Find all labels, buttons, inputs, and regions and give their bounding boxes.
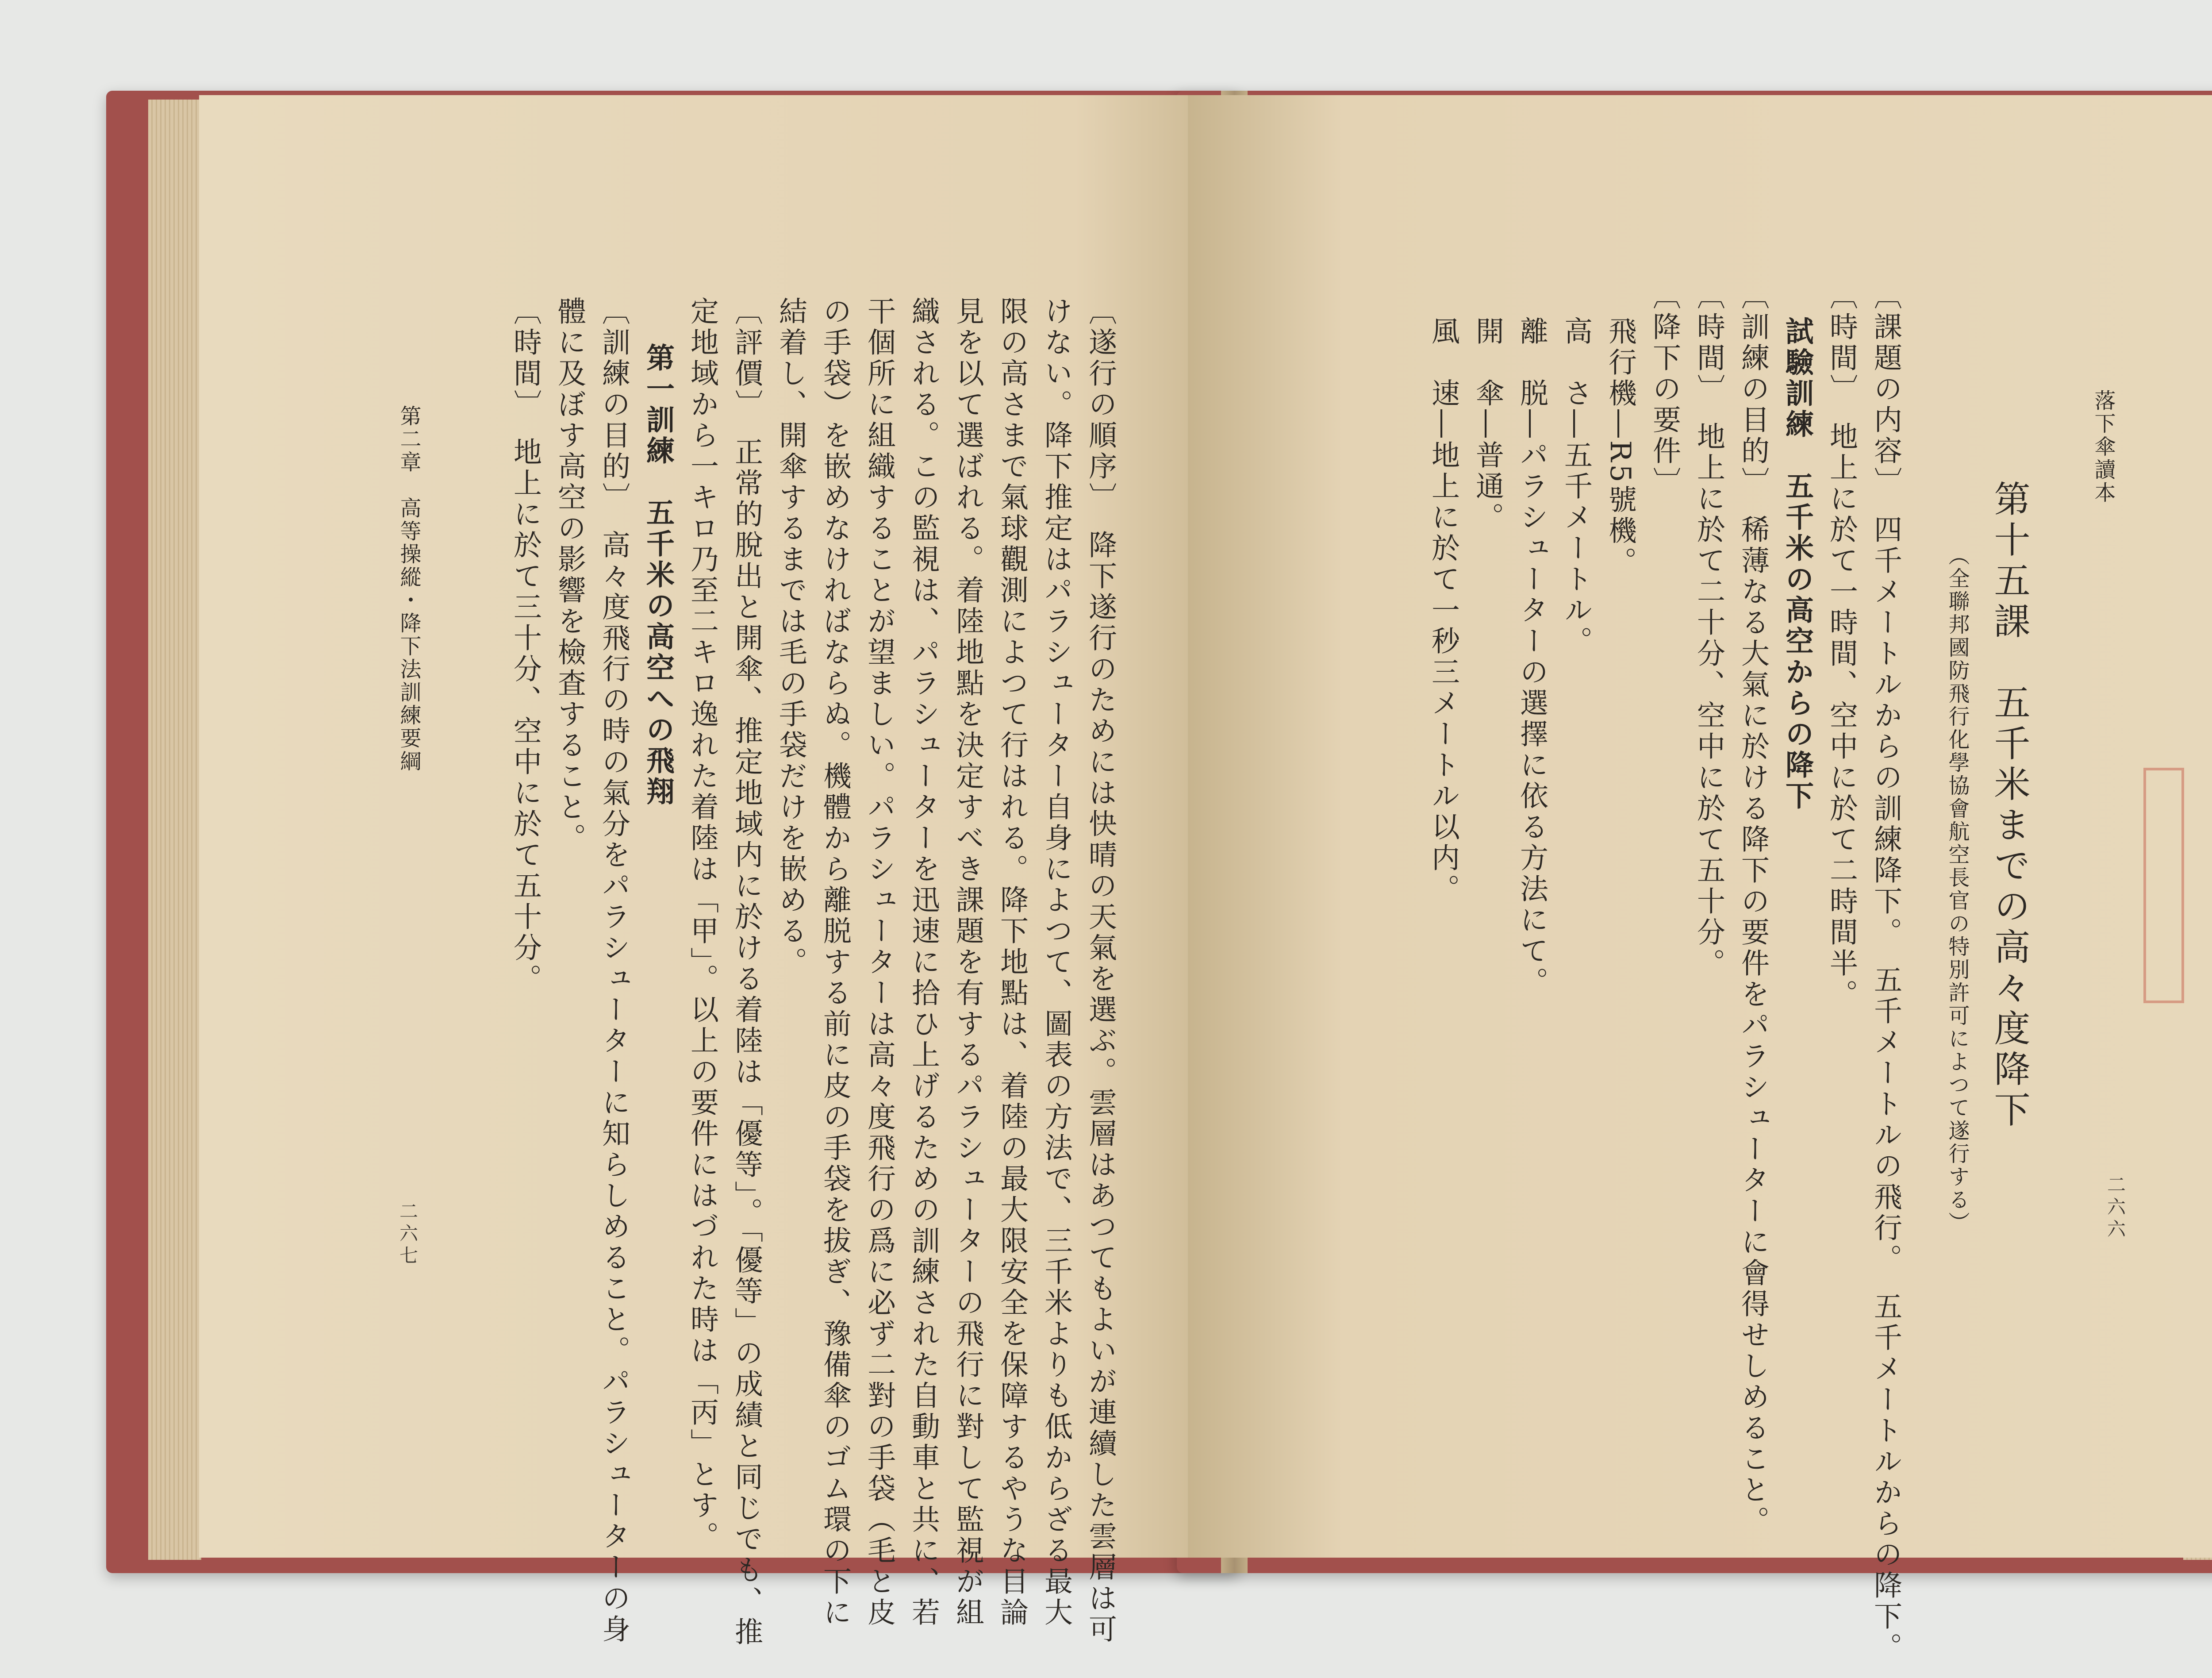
left-page-number: 二六七 bbox=[397, 1201, 419, 1268]
right-line-7: 飛行機―R5號機。 bbox=[1604, 316, 1636, 578]
left-line-2: けない。降下推定はパラシューター自身によつて、圖表の方法で、三千米よりも低からざる最大 bbox=[1040, 296, 1072, 1628]
left-line-3: 限の高さまで氣球觀測によつて行はれる。降下地點は、着陸の最大限安全を保障するやうな目論 bbox=[995, 296, 1028, 1628]
left-line-6: 干個所に組織することが望ましい。パラシューターは高々度飛行の爲に必ず二對の手袋（毛と皮 bbox=[863, 296, 895, 1628]
left-line-5: 織される。この監視は、パラシューターを迅速に拾ひ上げるための訓練された自動車と共に、若 bbox=[907, 296, 940, 1628]
left-running-footer: 第二章 高等操縱・降下法訓練要綱 bbox=[396, 405, 421, 773]
left-line-8: 結着し、開傘するまでは毛の手袋だけを嵌める。 bbox=[774, 296, 807, 978]
right-line-1: 〔課題の内容〕 四千メートルからの訓練降下。 五千メートルの飛行。 五千メートルからの降下。 bbox=[1869, 281, 1902, 1663]
right-page-number: 二六六 bbox=[2104, 1175, 2126, 1241]
left-line-10: 定地域から一キロ乃至二キロ逸れた着陸は「甲」。以上の要件にはづれた時は「丙」とす。 bbox=[686, 296, 718, 1552]
right-line-8: 高 さ―五千メートル。 bbox=[1559, 316, 1592, 657]
right-page bbox=[1188, 95, 2212, 1663]
right-line-11: 風 速―地上に於て一秒三メートル以内。 bbox=[1427, 316, 1459, 905]
left-line-14: 〔時間〕 地上に於て三十分、空中に於て五十分。 bbox=[509, 296, 541, 995]
page-edges-left bbox=[148, 100, 201, 1560]
right-line-5: 〔時間〕 地上に於て二十分、空中に於て五十分。 bbox=[1692, 281, 1725, 979]
right-line-2: 〔時間〕 地上に於て一時間、空中に於て二時間半。 bbox=[1825, 281, 1858, 1010]
left-line-13: 體に及ぼす高空の影響を檢査すること。 bbox=[553, 296, 586, 854]
left-line-9: 〔評價〕 正常的脫出と開傘、推定地域内に於ける着陸は「優等」。「優等」の成績と同じでも、推 bbox=[730, 296, 763, 1648]
red-stamp-mark bbox=[2143, 768, 2184, 1003]
right-line-9: 離 脱―パラシューターの選擇に依る方法にて。 bbox=[1515, 316, 1548, 998]
left-line-7: の手袋）を嵌めなければならぬ。機體から離脱する前に皮の手袋を拔ぎ、豫備傘のゴム環の下に bbox=[818, 296, 851, 1628]
open-book bbox=[106, 91, 2212, 1663]
left-line-12: 〔訓練の目的〕 高々度飛行の時の氣分をパラシューターに知らしめること。パラシューターの身 bbox=[597, 296, 630, 1645]
right-line-4: 〔訓練の目的〕 稀薄なる大氣に於ける降下の要件をパラシューターに會得せしめること。 bbox=[1736, 281, 1769, 1537]
lesson-title: 第十五課 五千米までの高々度降下 bbox=[1988, 480, 2030, 1131]
right-line-6: 〔降下の要件〕 bbox=[1648, 281, 1681, 498]
lesson-subtitle: （全聯邦國防飛行化學協會航空長官の特別許可によつて遂行する） bbox=[1945, 544, 1970, 1235]
left-page bbox=[199, 95, 1230, 1648]
right-running-header: 落下傘讀本 bbox=[2091, 389, 2116, 504]
left-section-heading: 第一訓練 五千米の高空への飛翔 bbox=[641, 343, 674, 808]
left-line-1: 〔遂行の順序〕 降下遂行のためには快晴の天氣を選ぶ。雲層はあつてもよいが連續した雲層は可 bbox=[1084, 296, 1117, 1645]
left-line-4: 見を以て選ばれる。着陸地點を決定すべき課題を有するパラシューターの飛行に對して監視が組 bbox=[951, 296, 984, 1628]
right-line-10: 開 傘―普通。 bbox=[1471, 316, 1504, 533]
right-section-heading: 試驗訓練 五千米の高空からの降下 bbox=[1781, 316, 1813, 812]
